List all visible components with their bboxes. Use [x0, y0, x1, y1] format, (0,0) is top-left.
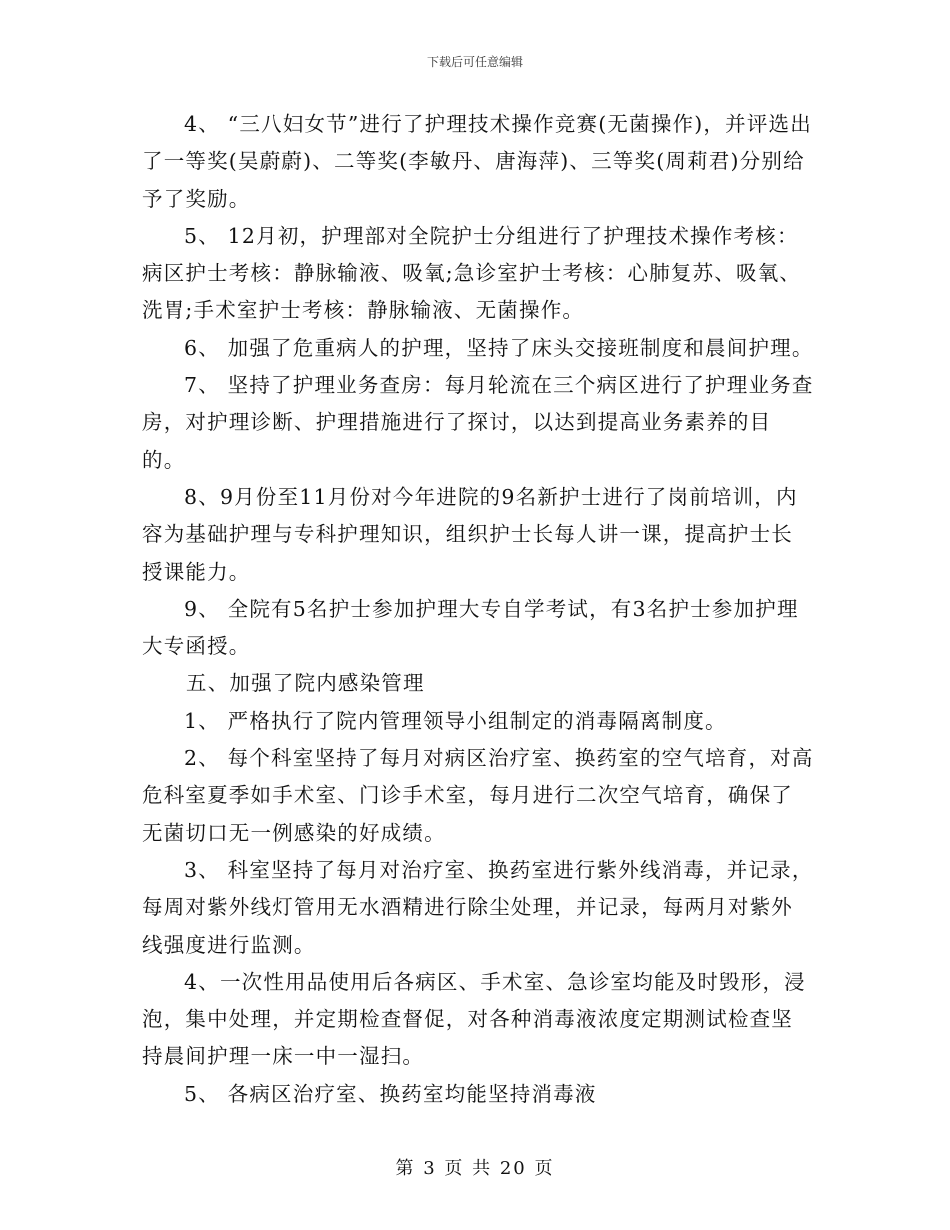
page-header: 下载后可任意编辑 [426, 55, 523, 69]
page-footer: 第 3 页 共 20 页 [395, 1158, 555, 1179]
paragraph-item-1-disinfection-rules: 1、 严格执行了院内管理领导小组制定的消毒隔离制度。 [184, 708, 727, 733]
paragraph-item-7-ward-rounds: 7、 坚持了护理业务查房：每月轮流在三个病区进行了护理业务查房，对护理诊断、护理措施进行了探讨，以达到提高业务素养的目的。 [142, 373, 814, 472]
document-body [142, 106, 814, 1113]
section-heading-infection-control: 五、加强了院内感染管理 [186, 671, 425, 696]
paragraph-item-4-disposables: 4、一次性用品使用后各病区、手术室、急诊室均能及时毁形，浸泡，集中处理，并定期检查督促，对各种消毒液浓度定期测试检查坚持晨间护理一床一中一湿扫。 [142, 969, 806, 1069]
paragraph-item-5-skill-assessment: 5、 12月初，护理部对全院护士分组进行了护理技术操作考核：病区护士考核：静脉输液、吸氧;急诊室护士考核：心肺复苏、吸氧、洗胃;手术室护士考核：静脉输液、无菌操作。 [142, 223, 802, 323]
paragraph-item-5-treatment-rooms: 5、 各病区治疗室、换药室均能坚持消毒液 [184, 1081, 597, 1106]
paragraph-item-8-new-nurse-training: 8、9月份至11月份对今年进院的9名新护士进行了岗前培训，内容为基础护理与专科护理知识，组织护士长每人讲一课，提高护士长授课能力。 [142, 484, 798, 584]
paragraph-item-6-critical-care: 6、 加强了危重病人的护理，坚持了床头交接班制度和晨间护理。 [184, 335, 814, 360]
paragraph-item-3-uv-disinfection: 3、 科室坚持了每月对治疗室、换药室进行紫外线消毒，并记录，每周对紫外线灯管用无水酒精进行除尘处理，并记录，每两月对紫外线强度进行监测。 [142, 857, 814, 957]
paragraph-item-4-nurse-competition: 4、 “三八妇女节”进行了护理技术操作竞赛(无菌操作)，并评选出了一等奖(吴蔚蔚)、二等奖(李敏丹、唐海萍)、三等奖(周莉君)分别给予了奖励。 [142, 112, 812, 211]
paragraph-item-9-further-education: 9、 全院有5名护士参加护理大专自学考试，有3名护士参加护理大专函授。 [142, 596, 799, 659]
paragraph-item-2-air-culture: 2、 每个科室坚持了每月对病区治疗室、换药室的空气培育，对高危科室夏季如手术室、门诊手术室，每月进行二次空气培育，确保了无菌切口无一例感染的好成绩。 [142, 746, 814, 845]
